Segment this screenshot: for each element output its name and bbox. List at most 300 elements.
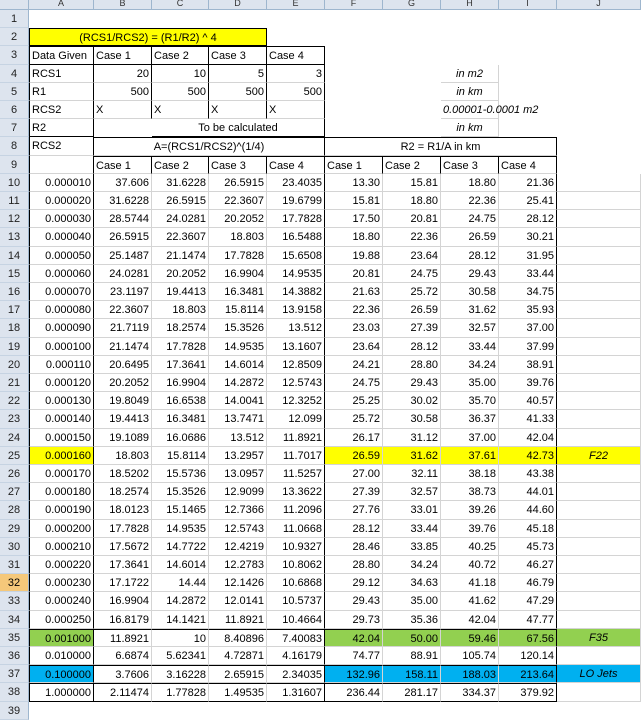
cell-j29[interactable] <box>557 520 641 538</box>
cell-h12[interactable]: 24.75 <box>441 210 499 228</box>
cell-f15[interactable]: 20.81 <box>325 265 383 283</box>
row-header-3[interactable]: 3 <box>0 46 29 64</box>
cell-a3[interactable]: Data Given <box>29 46 94 64</box>
row-header-5[interactable]: 5 <box>0 83 29 101</box>
cell-g22[interactable]: 30.02 <box>383 392 441 410</box>
cell-i31[interactable]: 46.27 <box>499 556 557 574</box>
row-header-10[interactable]: 10 <box>0 174 29 192</box>
cell-b21[interactable]: 20.2052 <box>94 374 152 392</box>
cell-f22[interactable]: 25.25 <box>325 392 383 410</box>
cell-c32[interactable]: 14.44 <box>152 574 209 592</box>
cell-g11[interactable]: 18.80 <box>383 192 441 210</box>
row-header-18[interactable]: 18 <box>0 319 29 337</box>
cell-d3[interactable]: Case 3 <box>209 46 267 64</box>
cell-a24[interactable]: 0.000150 <box>29 429 94 447</box>
cell-c3[interactable]: Case 2 <box>152 46 209 64</box>
cell-b13[interactable]: 26.5915 <box>94 228 152 246</box>
cell-f31[interactable]: 28.80 <box>325 556 383 574</box>
cell-c23[interactable]: 16.3481 <box>152 410 209 428</box>
cell-h15[interactable]: 29.43 <box>441 265 499 283</box>
row-header-14[interactable]: 14 <box>0 247 29 265</box>
row-header-24[interactable]: 24 <box>0 429 29 447</box>
row-header-6[interactable]: 6 <box>0 101 29 119</box>
cell-c9[interactable]: Case 2 <box>152 156 209 174</box>
cell-d14[interactable]: 17.7828 <box>209 247 267 265</box>
cell-j15[interactable] <box>557 265 641 283</box>
cell-h33[interactable]: 41.62 <box>441 592 499 610</box>
row-header-31[interactable]: 31 <box>0 556 29 574</box>
cell-c27[interactable]: 15.3526 <box>152 483 209 501</box>
column-header-a[interactable]: A <box>29 0 94 10</box>
cell-h28[interactable]: 39.26 <box>441 501 499 519</box>
cell-b4[interactable]: 20 <box>94 65 152 83</box>
cell-i18[interactable]: 37.00 <box>499 319 557 337</box>
cell-h31[interactable]: 40.72 <box>441 556 499 574</box>
cell-i29[interactable]: 45.18 <box>499 520 557 538</box>
cell-i30[interactable]: 45.73 <box>499 538 557 556</box>
cell-b5[interactable]: 500 <box>94 83 152 101</box>
cell-d11[interactable]: 22.3607 <box>209 192 267 210</box>
cell-j18[interactable] <box>557 319 641 337</box>
cell-e37[interactable]: 2.34035 <box>267 665 325 683</box>
cell-f16[interactable]: 21.63 <box>325 283 383 301</box>
cell-j21[interactable] <box>557 374 641 392</box>
cell-e15[interactable]: 14.9535 <box>267 265 325 283</box>
column-header-h[interactable]: H <box>441 0 499 10</box>
cell-a12[interactable]: 0.000030 <box>29 210 94 228</box>
cell-i22[interactable]: 40.57 <box>499 392 557 410</box>
column-header-b[interactable]: B <box>94 0 152 10</box>
cell-i36[interactable]: 120.14 <box>499 647 557 665</box>
cell-g23[interactable]: 30.58 <box>383 410 441 428</box>
cell-d22[interactable]: 14.0041 <box>209 392 267 410</box>
cell-j38[interactable] <box>557 683 641 701</box>
cell-d33[interactable]: 12.0141 <box>209 592 267 610</box>
cell-i27[interactable]: 44.01 <box>499 483 557 501</box>
cell-g29[interactable]: 33.44 <box>383 520 441 538</box>
cell-h20[interactable]: 34.24 <box>441 356 499 374</box>
cell-a5[interactable]: R1 <box>29 83 94 101</box>
cell-d12[interactable]: 20.2052 <box>209 210 267 228</box>
cell-f28[interactable]: 27.76 <box>325 501 383 519</box>
cell-i15[interactable]: 33.44 <box>499 265 557 283</box>
cell-j37[interactable]: LO Jets <box>557 665 641 683</box>
cell-g13[interactable]: 22.36 <box>383 228 441 246</box>
cell-i12[interactable]: 28.12 <box>499 210 557 228</box>
cell-d37[interactable]: 2.65915 <box>209 665 267 683</box>
cell-i14[interactable]: 31.95 <box>499 247 557 265</box>
cell-d17[interactable]: 15.8114 <box>209 301 267 319</box>
cell-j32[interactable] <box>557 574 641 592</box>
cell-a19[interactable]: 0.000100 <box>29 338 94 356</box>
cell-b31[interactable]: 17.3641 <box>94 556 152 574</box>
cell-b6[interactable]: X <box>94 101 152 119</box>
cell-c31[interactable]: 14.6014 <box>152 556 209 574</box>
cell-f36[interactable]: 74.77 <box>325 647 383 665</box>
cell-d10[interactable]: 26.5915 <box>209 174 267 192</box>
cell-i17[interactable]: 35.93 <box>499 301 557 319</box>
cell-f23[interactable]: 25.72 <box>325 410 383 428</box>
cell-e33[interactable]: 10.5737 <box>267 592 325 610</box>
cell-g34[interactable]: 35.36 <box>383 611 441 629</box>
cell-g28[interactable]: 33.01 <box>383 501 441 519</box>
cell-d6[interactable]: X <box>209 101 267 119</box>
cell-h16[interactable]: 30.58 <box>441 283 499 301</box>
row-header-29[interactable]: 29 <box>0 520 29 538</box>
cell-e17[interactable]: 13.9158 <box>267 301 325 319</box>
cell-f12[interactable]: 17.50 <box>325 210 383 228</box>
cell-c34[interactable]: 14.1421 <box>152 611 209 629</box>
cell-d27[interactable]: 12.9099 <box>209 483 267 501</box>
cell-d18[interactable]: 15.3526 <box>209 319 267 337</box>
cell-g19[interactable]: 28.12 <box>383 338 441 356</box>
cell-h17[interactable]: 31.62 <box>441 301 499 319</box>
cell-b8[interactable]: A=(RCS1/RCS2)^(1/4) <box>94 137 325 155</box>
cell-a13[interactable]: 0.000040 <box>29 228 94 246</box>
cell-i34[interactable]: 47.77 <box>499 611 557 629</box>
cell-d36[interactable]: 4.72871 <box>209 647 267 665</box>
cell-c30[interactable]: 14.7722 <box>152 538 209 556</box>
cell-c16[interactable]: 19.4413 <box>152 283 209 301</box>
cell-b19[interactable]: 21.1474 <box>94 338 152 356</box>
cell-j24[interactable] <box>557 429 641 447</box>
row-header-16[interactable]: 16 <box>0 283 29 301</box>
cell-a9[interactable] <box>29 156 94 174</box>
cell-j19[interactable] <box>557 338 641 356</box>
cell-a36[interactable]: 0.010000 <box>29 647 94 665</box>
cell-a7[interactable]: R2 <box>29 119 94 137</box>
cell-a34[interactable]: 0.000250 <box>29 611 94 629</box>
cell-g14[interactable]: 23.64 <box>383 247 441 265</box>
cell-d21[interactable]: 14.2872 <box>209 374 267 392</box>
cell-a23[interactable]: 0.000140 <box>29 410 94 428</box>
cell-g18[interactable]: 27.39 <box>383 319 441 337</box>
cell-b27[interactable]: 18.2574 <box>94 483 152 501</box>
cell-f8[interactable]: R2 = R1/A in km <box>325 137 557 155</box>
cell-g33[interactable]: 35.00 <box>383 592 441 610</box>
cell-b20[interactable]: 20.6495 <box>94 356 152 374</box>
cell-f21[interactable]: 24.75 <box>325 374 383 392</box>
cell-i28[interactable]: 44.60 <box>499 501 557 519</box>
cell-j12[interactable] <box>557 210 641 228</box>
cell-f34[interactable]: 29.73 <box>325 611 383 629</box>
cell-g17[interactable]: 26.59 <box>383 301 441 319</box>
cell-c36[interactable]: 5.62341 <box>152 647 209 665</box>
cell-d31[interactable]: 12.2783 <box>209 556 267 574</box>
cell-a15[interactable]: 0.000060 <box>29 265 94 283</box>
cell-e19[interactable]: 13.1607 <box>267 338 325 356</box>
cell-f35[interactable]: 42.04 <box>325 629 383 647</box>
cell-h18[interactable]: 32.57 <box>441 319 499 337</box>
row-header-2[interactable]: 2 <box>0 28 29 46</box>
cell-e21[interactable]: 12.5743 <box>267 374 325 392</box>
column-header-g[interactable]: G <box>383 0 441 10</box>
column-header-e[interactable]: E <box>267 0 325 10</box>
cell-j27[interactable] <box>557 483 641 501</box>
row-header-19[interactable]: 19 <box>0 338 29 356</box>
row-header-28[interactable]: 28 <box>0 501 29 519</box>
cell-c19[interactable]: 17.7828 <box>152 338 209 356</box>
cell-b32[interactable]: 17.1722 <box>94 574 152 592</box>
cell-a29[interactable]: 0.000200 <box>29 520 94 538</box>
cell-d28[interactable]: 12.7366 <box>209 501 267 519</box>
cell-g27[interactable]: 32.57 <box>383 483 441 501</box>
cell-a32[interactable]: 0.000230 <box>29 574 94 592</box>
cell-e28[interactable]: 11.2096 <box>267 501 325 519</box>
cell-j26[interactable] <box>557 465 641 483</box>
cell-a17[interactable]: 0.000080 <box>29 301 94 319</box>
cell-a11[interactable]: 0.000020 <box>29 192 94 210</box>
cell-j17[interactable] <box>557 301 641 319</box>
cell-e12[interactable]: 17.7828 <box>267 210 325 228</box>
row-header-20[interactable]: 20 <box>0 356 29 374</box>
cell-e16[interactable]: 14.3882 <box>267 283 325 301</box>
cell-f14[interactable]: 19.88 <box>325 247 383 265</box>
cell-b10[interactable]: 37.606 <box>94 174 152 192</box>
cell-i32[interactable]: 46.79 <box>499 574 557 592</box>
cell-e34[interactable]: 10.4664 <box>267 611 325 629</box>
cell-d5[interactable]: 500 <box>209 83 267 101</box>
cell-g37[interactable]: 158.11 <box>383 665 441 683</box>
cell-d30[interactable]: 12.4219 <box>209 538 267 556</box>
cell-g25[interactable]: 31.62 <box>383 447 441 465</box>
row-header-35[interactable]: 35 <box>0 629 29 647</box>
cell-f32[interactable]: 29.12 <box>325 574 383 592</box>
cell-a37[interactable]: 0.100000 <box>29 665 94 683</box>
cell-a28[interactable]: 0.000190 <box>29 501 94 519</box>
cell-c38[interactable]: 1.77828 <box>152 683 209 701</box>
cell-d13[interactable]: 18.803 <box>209 228 267 246</box>
cell-c26[interactable]: 15.5736 <box>152 465 209 483</box>
cell-f20[interactable]: 24.21 <box>325 356 383 374</box>
row-header-37[interactable]: 37 <box>0 665 29 683</box>
cell-d25[interactable]: 13.2957 <box>209 447 267 465</box>
cell-j11[interactable] <box>557 192 641 210</box>
cell-j23[interactable] <box>557 410 641 428</box>
cell-g21[interactable]: 29.43 <box>383 374 441 392</box>
row-header-30[interactable]: 30 <box>0 538 29 556</box>
cell-f38[interactable]: 236.44 <box>325 683 383 701</box>
cell-e26[interactable]: 11.5257 <box>267 465 325 483</box>
row-header-8[interactable]: 8 <box>0 137 29 155</box>
cell-c28[interactable]: 15.1465 <box>152 501 209 519</box>
row-header-17[interactable]: 17 <box>0 301 29 319</box>
cell-e20[interactable]: 12.8509 <box>267 356 325 374</box>
cell-e38[interactable]: 1.31607 <box>267 683 325 701</box>
cell-a21[interactable]: 0.000120 <box>29 374 94 392</box>
column-header-d[interactable]: D <box>209 0 267 10</box>
cell-b14[interactable]: 25.1487 <box>94 247 152 265</box>
cell-c5[interactable]: 500 <box>152 83 209 101</box>
cell-b11[interactable]: 31.6228 <box>94 192 152 210</box>
cell-g9[interactable]: Case 2 <box>383 156 441 174</box>
cell-e29[interactable]: 11.0668 <box>267 520 325 538</box>
cell-b38[interactable]: 2.11474 <box>94 683 152 701</box>
cell-h32[interactable]: 41.18 <box>441 574 499 592</box>
cell-h6[interactable]: 0.00001-0.0001 m2 <box>441 101 499 119</box>
cell-h36[interactable]: 105.74 <box>441 647 499 665</box>
cell-f37[interactable]: 132.96 <box>325 665 383 683</box>
cell-d20[interactable]: 14.6014 <box>209 356 267 374</box>
cell-b29[interactable]: 17.7828 <box>94 520 152 538</box>
cell-a8[interactable]: RCS2 <box>29 137 94 155</box>
cell-i26[interactable]: 43.38 <box>499 465 557 483</box>
cell-e6[interactable]: X <box>267 101 325 119</box>
cell-a33[interactable]: 0.000240 <box>29 592 94 610</box>
cell-e18[interactable]: 13.512 <box>267 319 325 337</box>
row-header-34[interactable]: 34 <box>0 611 29 629</box>
cell-h11[interactable]: 22.36 <box>441 192 499 210</box>
row-header-11[interactable]: 11 <box>0 192 29 210</box>
cell-b17[interactable]: 22.3607 <box>94 301 152 319</box>
cell-g30[interactable]: 33.85 <box>383 538 441 556</box>
cell-e22[interactable]: 12.3252 <box>267 392 325 410</box>
cell-c18[interactable]: 18.2574 <box>152 319 209 337</box>
cell-h9[interactable]: Case 3 <box>441 156 499 174</box>
cell-i35[interactable]: 67.56 <box>499 629 557 647</box>
cell-g26[interactable]: 32.11 <box>383 465 441 483</box>
cell-a10[interactable]: 0.000010 <box>29 174 94 192</box>
cell-i11[interactable]: 25.41 <box>499 192 557 210</box>
cell-d23[interactable]: 13.7471 <box>209 410 267 428</box>
cell-c6[interactable]: X <box>152 101 209 119</box>
row-header-9[interactable]: 9 <box>0 156 29 174</box>
cell-h25[interactable]: 37.61 <box>441 447 499 465</box>
cell-d32[interactable]: 12.1426 <box>209 574 267 592</box>
cell-a27[interactable]: 0.000180 <box>29 483 94 501</box>
cell-e35[interactable]: 7.40083 <box>267 629 325 647</box>
column-header-i[interactable]: I <box>499 0 557 10</box>
cell-e25[interactable]: 11.7017 <box>267 447 325 465</box>
cell-c7[interactable]: To be calculated <box>152 119 325 137</box>
cell-a35[interactable]: 0.001000 <box>29 629 94 647</box>
row-header-33[interactable]: 33 <box>0 592 29 610</box>
cell-e27[interactable]: 13.3622 <box>267 483 325 501</box>
cell-e32[interactable]: 10.6868 <box>267 574 325 592</box>
cell-g36[interactable]: 88.91 <box>383 647 441 665</box>
cell-g15[interactable]: 24.75 <box>383 265 441 283</box>
row-header-22[interactable]: 22 <box>0 392 29 410</box>
cell-d19[interactable]: 14.9535 <box>209 338 267 356</box>
row-header-7[interactable]: 7 <box>0 119 29 137</box>
cell-j10[interactable] <box>557 174 641 192</box>
cell-b22[interactable]: 19.8049 <box>94 392 152 410</box>
cell-d4[interactable]: 5 <box>209 65 267 83</box>
cell-i38[interactable]: 379.92 <box>499 683 557 701</box>
cell-h13[interactable]: 26.59 <box>441 228 499 246</box>
cell-f18[interactable]: 23.03 <box>325 319 383 337</box>
cell-h38[interactable]: 334.37 <box>441 683 499 701</box>
cell-e30[interactable]: 10.9327 <box>267 538 325 556</box>
cell-i21[interactable]: 39.76 <box>499 374 557 392</box>
cell-f26[interactable]: 27.00 <box>325 465 383 483</box>
cell-b26[interactable]: 18.5202 <box>94 465 152 483</box>
cell-c10[interactable]: 31.6228 <box>152 174 209 192</box>
cell-j14[interactable] <box>557 247 641 265</box>
cell-b3[interactable]: Case 1 <box>94 46 152 64</box>
cell-h14[interactable]: 28.12 <box>441 247 499 265</box>
cell-h21[interactable]: 35.00 <box>441 374 499 392</box>
cell-e24[interactable]: 11.8921 <box>267 429 325 447</box>
cell-f9[interactable]: Case 1 <box>325 156 383 174</box>
cell-c20[interactable]: 17.3641 <box>152 356 209 374</box>
cell-h37[interactable]: 188.03 <box>441 665 499 683</box>
cell-b37[interactable]: 3.7606 <box>94 665 152 683</box>
cell-d38[interactable]: 1.49535 <box>209 683 267 701</box>
cell-b16[interactable]: 23.1197 <box>94 283 152 301</box>
cell-i16[interactable]: 34.75 <box>499 283 557 301</box>
cell-a4[interactable]: RCS1 <box>29 65 94 83</box>
cell-g38[interactable]: 281.17 <box>383 683 441 701</box>
cell-b9[interactable]: Case 1 <box>94 156 152 174</box>
row-header-1[interactable]: 1 <box>0 10 29 28</box>
cell-g35[interactable]: 50.00 <box>383 629 441 647</box>
cell-f29[interactable]: 28.12 <box>325 520 383 538</box>
cell-b25[interactable]: 18.803 <box>94 447 152 465</box>
cell-c12[interactable]: 24.0281 <box>152 210 209 228</box>
cell-h7[interactable]: in km <box>441 119 499 137</box>
cell-c13[interactable]: 22.3607 <box>152 228 209 246</box>
cell-c15[interactable]: 20.2052 <box>152 265 209 283</box>
cell-f17[interactable]: 22.36 <box>325 301 383 319</box>
cell-b33[interactable]: 16.9904 <box>94 592 152 610</box>
cell-i9[interactable]: Case 4 <box>499 156 557 174</box>
row-header-12[interactable]: 12 <box>0 210 29 228</box>
row-header-36[interactable]: 36 <box>0 647 29 665</box>
cell-e36[interactable]: 4.16179 <box>267 647 325 665</box>
cell-e4[interactable]: 3 <box>267 65 325 83</box>
cell-c14[interactable]: 21.1474 <box>152 247 209 265</box>
column-header-j[interactable]: J <box>557 0 641 10</box>
row-header-15[interactable]: 15 <box>0 265 29 283</box>
row-header-23[interactable]: 23 <box>0 410 29 428</box>
cell-j16[interactable] <box>557 283 641 301</box>
cell-f33[interactable]: 29.43 <box>325 592 383 610</box>
cell-d15[interactable]: 16.9904 <box>209 265 267 283</box>
cell-h10[interactable]: 18.80 <box>441 174 499 192</box>
cell-b18[interactable]: 21.7119 <box>94 319 152 337</box>
cell-b30[interactable]: 17.5672 <box>94 538 152 556</box>
column-header-f[interactable]: F <box>325 0 383 10</box>
cell-i23[interactable]: 41.33 <box>499 410 557 428</box>
cell-g10[interactable]: 15.81 <box>383 174 441 192</box>
cell-a6[interactable]: RCS2 <box>29 101 94 119</box>
cell-i20[interactable]: 38.91 <box>499 356 557 374</box>
cell-d35[interactable]: 8.40896 <box>209 629 267 647</box>
cell-a2[interactable]: (RCS1/RCS2) = (R1/R2) ^ 4 <box>29 28 267 46</box>
cell-f30[interactable]: 28.46 <box>325 538 383 556</box>
cell-g12[interactable]: 20.81 <box>383 210 441 228</box>
cell-a16[interactable]: 0.000070 <box>29 283 94 301</box>
cell-c29[interactable]: 14.9535 <box>152 520 209 538</box>
cell-h27[interactable]: 38.73 <box>441 483 499 501</box>
cell-b24[interactable]: 19.1089 <box>94 429 152 447</box>
cell-i25[interactable]: 42.73 <box>499 447 557 465</box>
cell-d34[interactable]: 11.8921 <box>209 611 267 629</box>
cell-c4[interactable]: 10 <box>152 65 209 83</box>
cell-a31[interactable]: 0.000220 <box>29 556 94 574</box>
cell-e5[interactable]: 500 <box>267 83 325 101</box>
row-header-4[interactable]: 4 <box>0 65 29 83</box>
cell-a26[interactable]: 0.000170 <box>29 465 94 483</box>
cell-a14[interactable]: 0.000050 <box>29 247 94 265</box>
cell-a30[interactable]: 0.000210 <box>29 538 94 556</box>
cell-i37[interactable]: 213.64 <box>499 665 557 683</box>
row-header-26[interactable]: 26 <box>0 465 29 483</box>
cell-e10[interactable]: 23.4035 <box>267 174 325 192</box>
cell-e14[interactable]: 15.6508 <box>267 247 325 265</box>
cell-f24[interactable]: 26.17 <box>325 429 383 447</box>
